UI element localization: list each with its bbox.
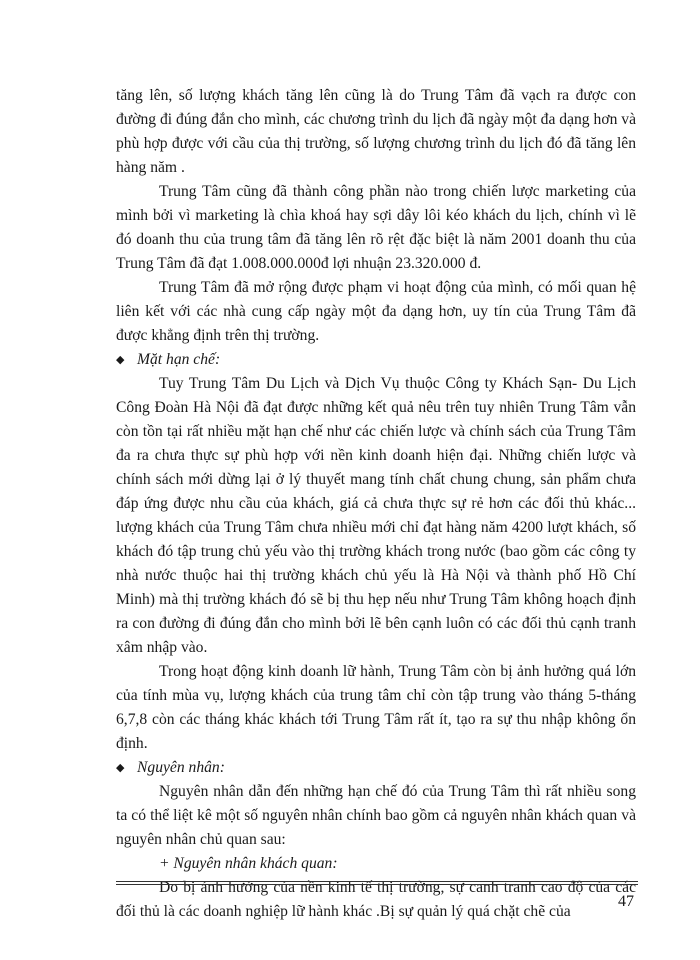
heading-causes: ◆ Nguyên nhân: bbox=[116, 756, 636, 780]
paragraph-causes: Nguyên nhân dẫn đến những hạn chế đó của Trung Tâm thì rất nhiều song ta có thể liệt kê một số nguyên nhân chính bao gồm cả nguyên nhân khách quan và nguyên nhân chủ quan sau: bbox=[116, 783, 636, 848]
footer-divider bbox=[116, 884, 638, 885]
paragraph-objective-causes: Do bị ảnh hưởng của nền kinh tế thị trường, sự canh tranh cao độ của các đối thủ là các doanh nghiệp lữ hành khác .Bị sự quản lý quá chặt chẽ của bbox=[116, 879, 636, 920]
heading-limitations: ◆ Mặt hạn chế: bbox=[116, 348, 636, 372]
document-body bbox=[116, 84, 636, 924]
paragraph-expansion: Trung Tâm đã mở rộng được phạm vi hoạt động của mình, có mối quan hệ liên kết với các nhà cung cấp ngày một đa dạng hơn, uy tín của Trung Tâm đã được khẳng định trên thị trường. bbox=[116, 279, 636, 344]
paragraph-limitations: Tuy Trung Tâm Du Lịch và Dịch Vụ thuộc Công ty Khách Sạn- Du Lịch Công Đoàn Hà Nội đã đạt được những kết quả nêu trên tuy nhiên Trung Tâm vẫn còn tồn tại rất nhiều mặt hạn chế như các chiến lược và chính sách của Trung Tâm đa ra chưa thực sự phù hợp với nền kinh doanh hiện đại. Những chiến lược và chính sách mới dừng lại ở lý thuyết mang tính chất chung chung, sản phẩm chưa đáp ứng được nhu cầu của khách, giá cả chưa thực sự rẻ hơn các đối thủ khác... lượng khách của Trung Tâm chưa nhiều mới chỉ đạt hàng năm 4200 lượt khách, số khách đó tập trung chủ yếu vào thị trường khách trong nước (bao gồm các công ty nhà nước thuộc hai thị trường khách chủ yếu là Hà Nội và thành phố Hồ Chí Minh) mà thị trường khách đó sẽ bị thu hẹp nếu như Trung Tâm không hoạch định ra con đường đi đúng đắn cho mình bởi lẽ bên cạnh luôn có các đối thủ cạnh tranh xâm nhập vào. bbox=[116, 375, 636, 656]
page-number: 47 bbox=[618, 893, 634, 910]
bullet-icon: ◆ bbox=[116, 762, 125, 774]
paragraph-seasonality: Trong hoạt động kinh doanh lữ hành, Trung Tâm còn bị ảnh hưởng quá lớn của tính mùa vụ, lượng khách của trung tâm chỉ còn tập trung vào tháng 5-tháng 6,7,8 còn các tháng khác khách tới Trung Tâm rất ít, tạo ra sự thu nhập không ổn định. bbox=[116, 663, 636, 752]
paragraph-marketing: Trung Tâm cũng đã thành công phần nào trong chiến lược marketing của mình bởi vì marketing là chìa khoá hay sợi dây lôi kéo khách du lịch, chính vì lẽ đó doanh thu của trung tâm đã tăng lên rõ rệt đặc biệt là năm 2001 doanh thu của Trung Tâm đã đạt 1.008.000.000đ lợi nhuận 23.320.000 đ. bbox=[116, 183, 636, 272]
subheading-objective-causes: + Nguyên nhân khách quan: bbox=[159, 855, 338, 872]
bullet-icon: ◆ bbox=[116, 354, 125, 366]
paragraph-continuation: tăng lên, số lượng khách tăng lên cũng là do Trung Tâm đã vạch ra được con đường đi đúng đắn cho mình, các chương trình du lịch đã ngày một đa dạng hơn và phù hợp được với cầu của thị trường, số lượng chương trình du lịch đó đã tăng lên hàng năm . bbox=[116, 87, 636, 176]
footer-divider bbox=[116, 881, 638, 882]
